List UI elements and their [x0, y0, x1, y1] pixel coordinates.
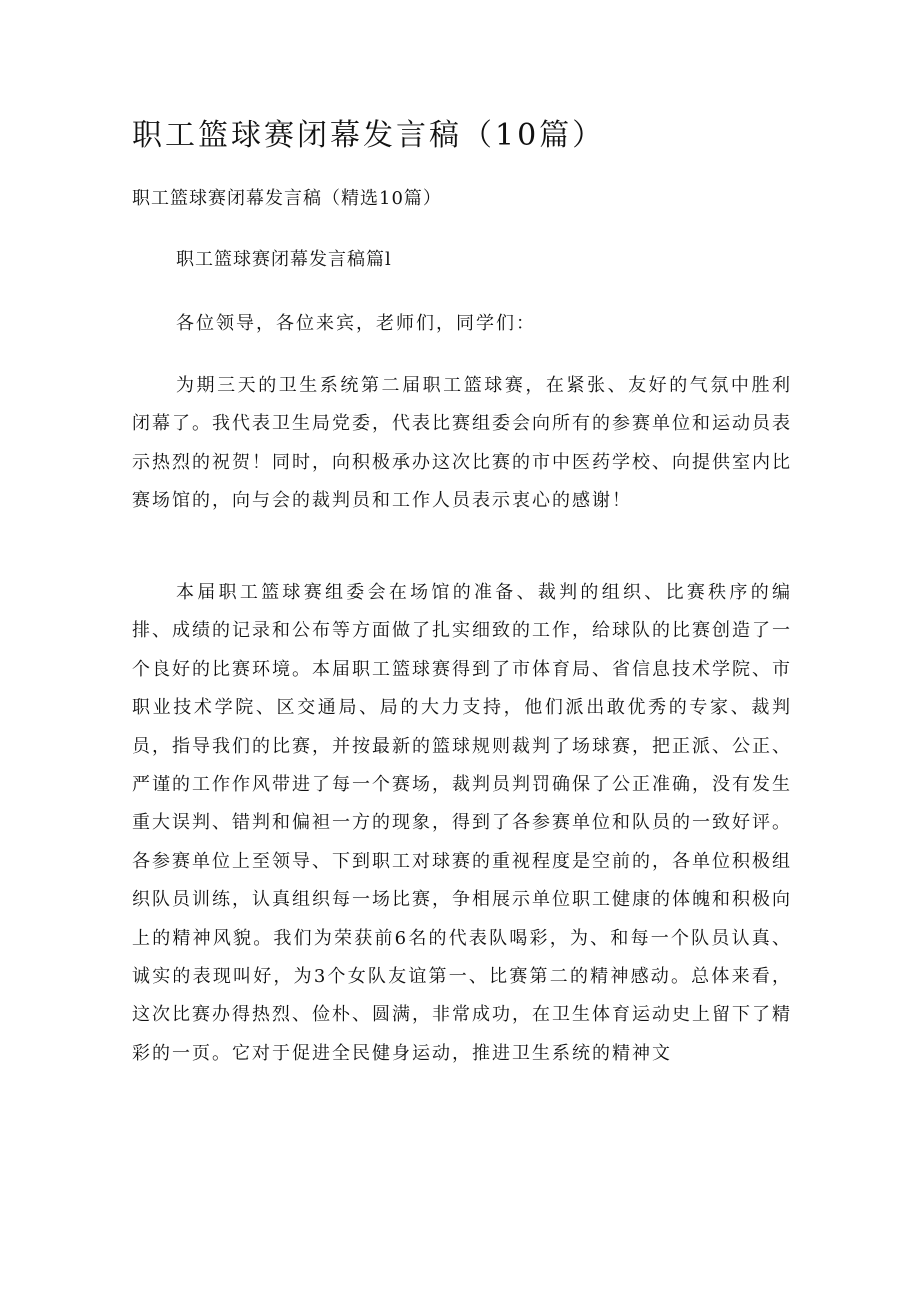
- body-paragraph: 为期三天的卫生系统第二届职工篮球赛，在紧张、友好的气氛中胜利闭幕了。我代表卫生局党委，代表比赛组委会向所有的参赛单位和运动员表示热烈的祝贺！同时，向积极承办这次比赛的市中医药学校、向提供室内比赛场馆的，向与会的裁判员和工作人员表示衷心的感谢！: [132, 375, 792, 512]
- document-title: 职工篮球赛闭幕发言稿（10篇）: [132, 118, 606, 153]
- salutation: 各位领导，各位来宾，老师们，同学们：: [176, 313, 536, 334]
- body-paragraph: 本届职工篮球赛组委会在场馆的准备、裁判的组织、比赛秩序的编排、成绩的记录和公布等方面做了扎实细致的工作，给球队的比赛创造了一个良好的比赛环境。本届职工篮球赛得到了市体育局、省信息技术学院、市职业技术学院、区交通局、局的大力支持，他们派出敢优秀的专家、裁判员，指导我们的比赛，并按最新的篮球规则裁判了场球赛，把正派、公正、严谨的工作作风带进了每一个赛场，裁判员判罚确保了公正准确，没有发生重大误判、错判和偏袒一方的现象，得到了各参赛单位和队员的一致好评。各参赛单位上至领导、下到职工对球赛的重视程度是空前的，各单位积极组织队员训练，认真组织每一场比赛，争相展示单位职工健康的体魄和积极向上的精神风貌。我们为荣获前6名的代表队喝彩，为、和每一个队员认真、诚实的表现叫好，为3个女队友谊第一、比赛第二的精神感动。总体来看，这次比赛办得热烈、俭朴、圆满，非常成功，在卫生体育运动史上留下了精彩的一页。它对于促进全民健身运动，推进卫生系统的精神文: [132, 582, 792, 1064]
- section-heading: 职工篮球赛闭幕发言稿篇l: [176, 249, 392, 270]
- document-subtitle: 职工篮球赛闭幕发言稿（精选10篇）: [132, 188, 442, 209]
